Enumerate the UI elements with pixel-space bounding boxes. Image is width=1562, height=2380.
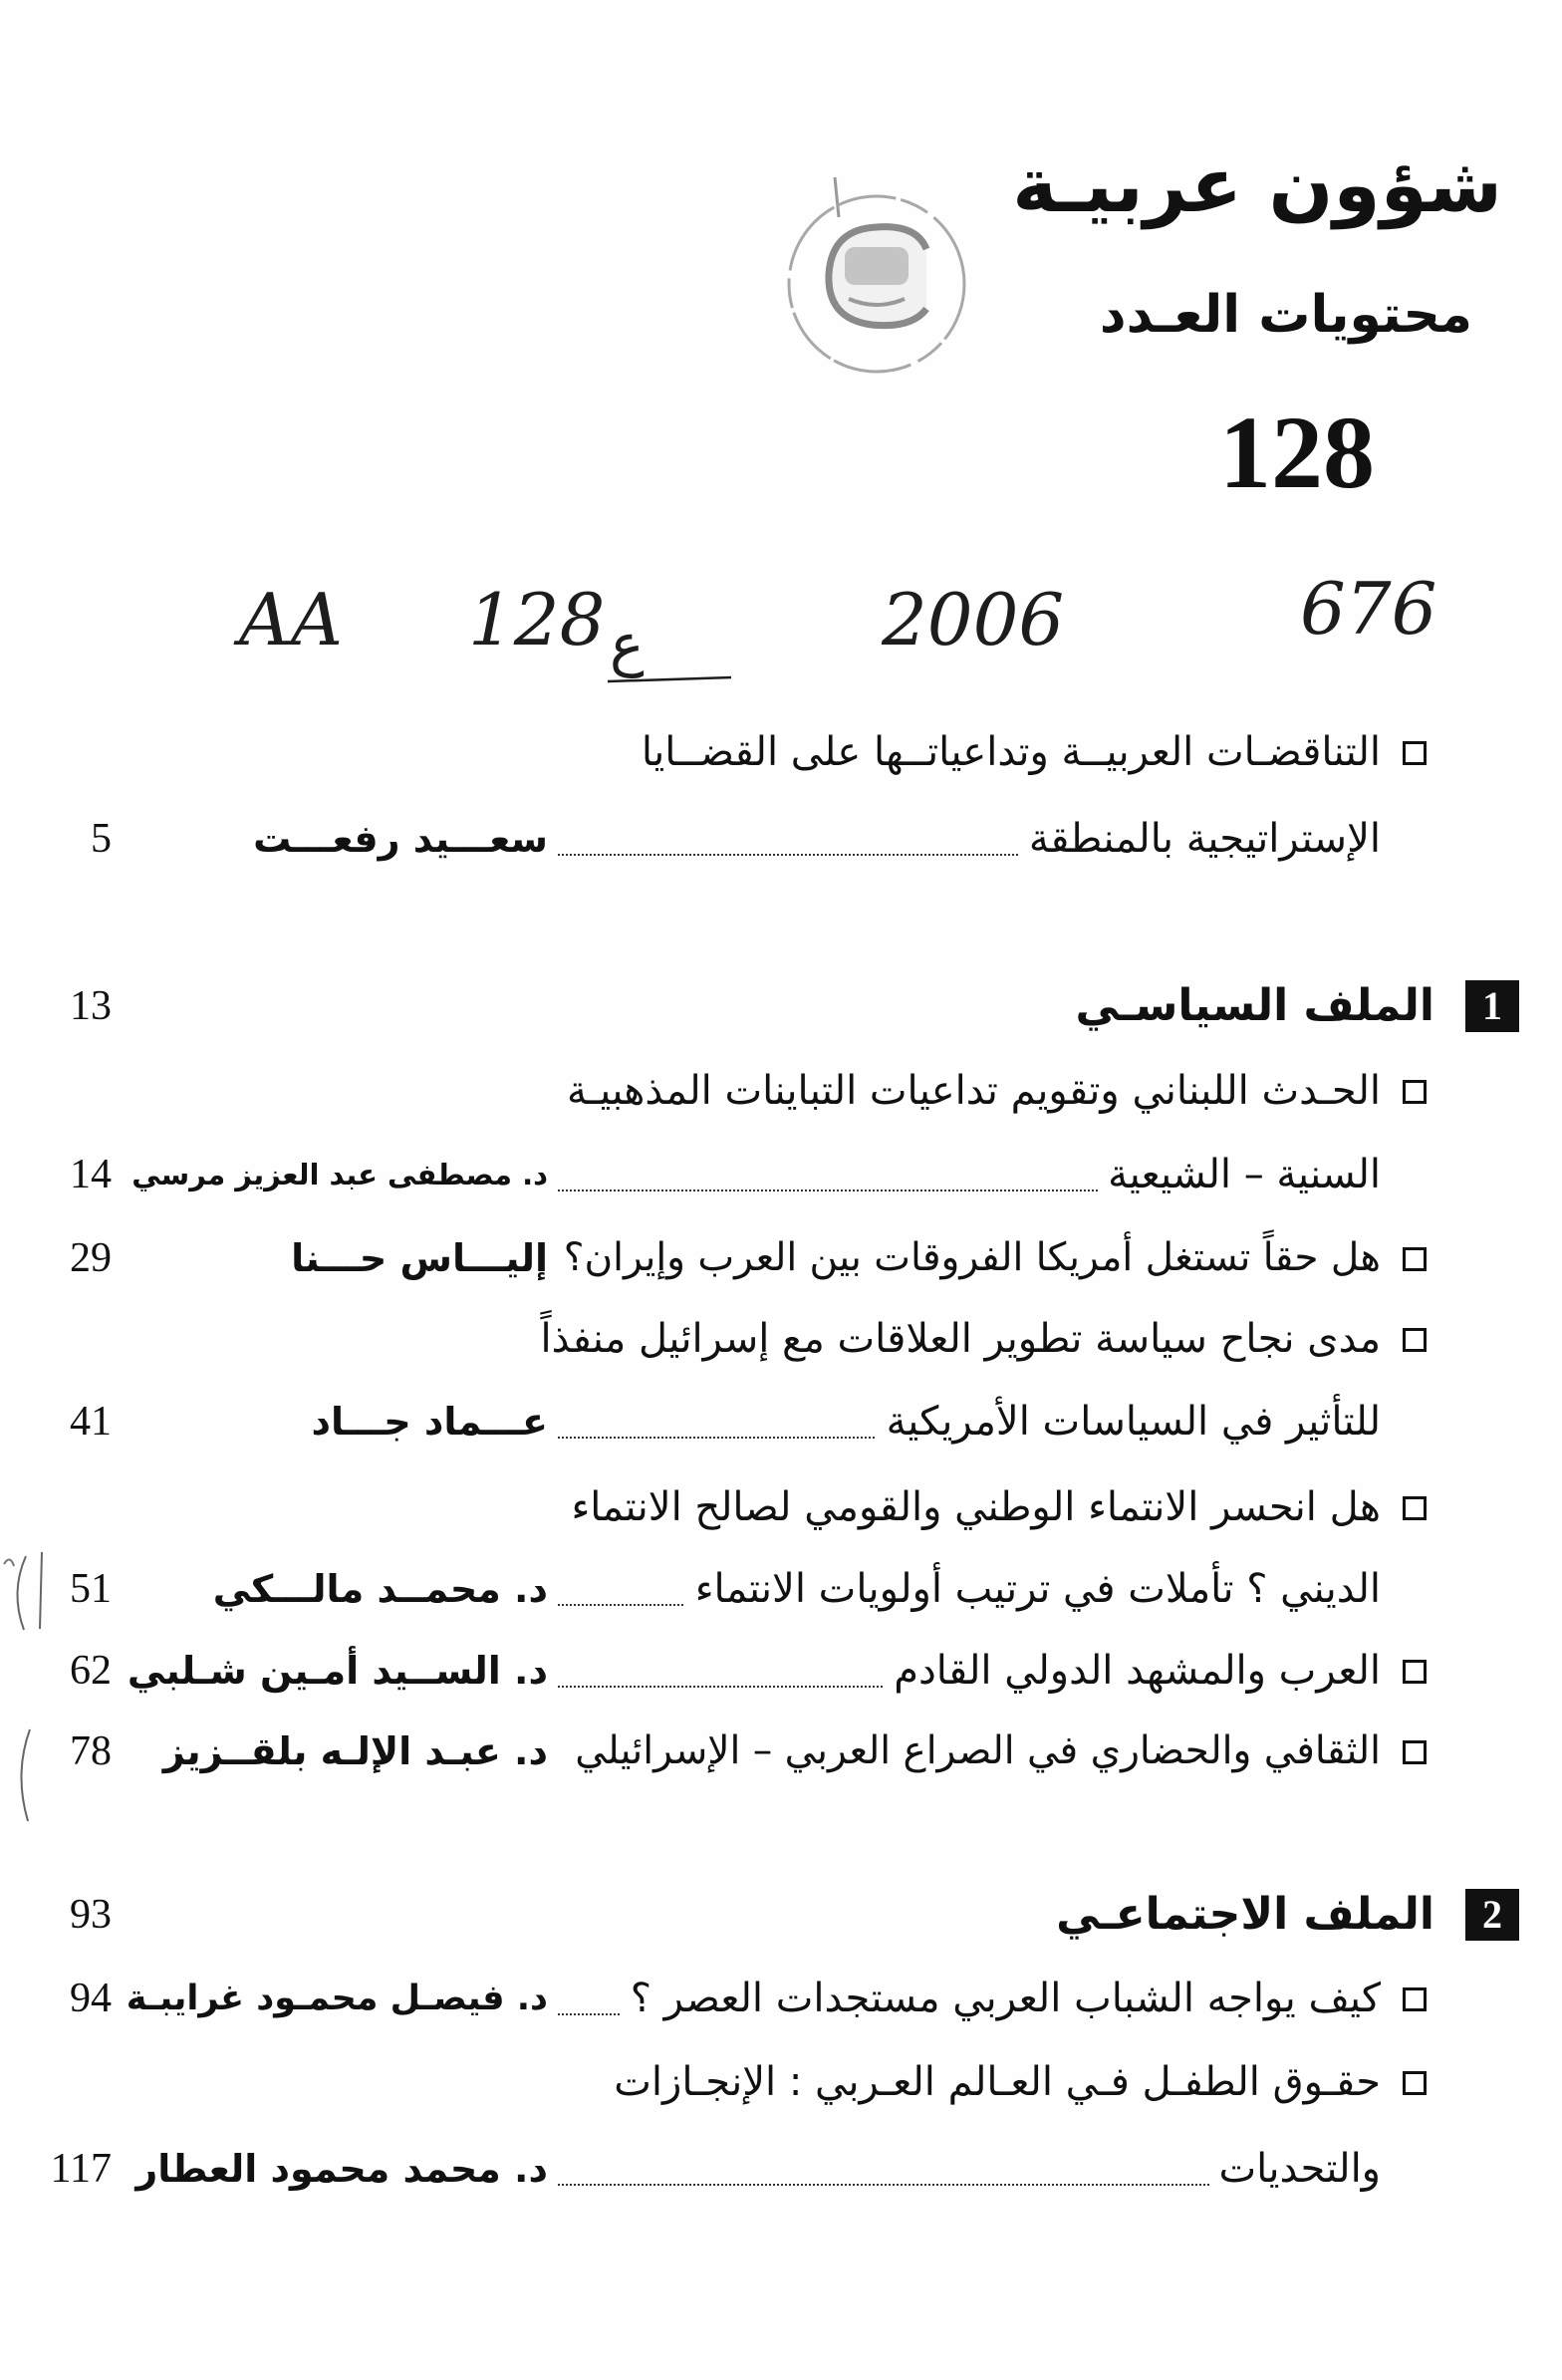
toc-entry-line (0, 1223, 1562, 1293)
section-header (0, 1880, 1562, 1950)
square-bullet-icon (1403, 1080, 1427, 1104)
section-title: الملف الاجتماعـي (1056, 1889, 1434, 1940)
square-bullet-icon (1403, 1247, 1427, 1271)
entry-title: الديني ؟ تأملات في ترتيب أولويات الانتماء (685, 1554, 1381, 1624)
entry-title: حقـوق الطفـل فـي العـالم العـربي : الإنجـازات (604, 2047, 1381, 2117)
entry-author: د. محمــد مالـــكي (212, 1567, 548, 1611)
entry-page-number: 41 (70, 1399, 112, 1445)
entry-title: كيف يواجه الشباب العربي مستجدات العصر ؟ (621, 1964, 1381, 2033)
entry-title: العرب والمشهد الدولي القادم (884, 1636, 1381, 1706)
entry-page-number: 117 (50, 2146, 112, 2192)
toc-entry-line (0, 1304, 1562, 1374)
entry-author: عـــماد جـــاد (311, 1400, 548, 1444)
entry-page-number: 62 (70, 1648, 112, 1694)
entry-author: د. فيصـل محمـود غرايبـة (126, 1979, 548, 2018)
entry-author: د. محمد محمود العطار (135, 2147, 548, 2191)
entry-title: الإستراتيجية بالمنطقة (1019, 804, 1381, 874)
toc-entry-line (0, 1472, 1562, 1542)
entry-page-number: 14 (70, 1152, 112, 1197)
entry-author: سعـــيد رفعـــت (253, 817, 548, 861)
toc-entry-line (0, 2047, 1562, 2117)
section-number-badge: 1 (1465, 980, 1519, 1032)
toc-entry-line (0, 1554, 1562, 1624)
entry-page-number: 94 (70, 1976, 112, 2021)
square-bullet-icon (1403, 1660, 1427, 1684)
handwritten-issue: 128 (468, 578, 606, 661)
handwritten-number: 676 (1300, 567, 1437, 651)
handwritten-year: 2006 (882, 578, 1065, 661)
entry-title: السنية – الشيعية (1098, 1140, 1381, 1209)
entry-author: د. الســيد أمـين شـلبي (127, 1649, 548, 1693)
entry-page-number: 78 (70, 1728, 112, 1774)
handwritten-letter: ع (610, 611, 645, 678)
toc-entry-line (0, 1056, 1562, 1126)
entry-title: الحـدث اللبناني وتقويم تداعيات التباينات المذهبيـة (557, 1056, 1381, 1126)
section-title: الملف السياسـي (1075, 980, 1434, 1031)
toc-entry-line (0, 1636, 1562, 1706)
entry-title: الثقافي والحضاري في الصراع العربي – الإسرائيلي (565, 1717, 1381, 1786)
entry-title: التناقضـات العربيــة وتداعياتــها على القضــايا (632, 717, 1381, 787)
entry-author: د. عبـد الإلـه بلقــزيز (162, 1729, 548, 1773)
square-bullet-icon (1403, 2071, 1427, 2095)
square-bullet-icon (1403, 741, 1427, 765)
toc-entry-line (0, 1964, 1562, 2033)
entry-title: مدى نجاح سياسة تطوير العلاقات مع إسرائيل منفذاً (530, 1304, 1381, 1374)
handwritten-stroke-icon (598, 648, 737, 697)
entry-author: د. مصطفى عبد العزيز مرسي (131, 1158, 548, 1191)
library-stamp-icon (777, 169, 976, 394)
journal-title: شؤون عربيـة (1012, 140, 1502, 229)
toc-entry-line (0, 717, 1562, 787)
entry-title: هل حقاً تستغل أمريكا الفروقات بين العرب وإيران؟ (554, 1223, 1381, 1293)
square-bullet-icon (1403, 1987, 1427, 2011)
entry-page-number: 29 (70, 1235, 112, 1281)
square-bullet-icon (1403, 1496, 1427, 1520)
entry-page-number: 51 (70, 1566, 112, 1612)
entry-title: والتحديات (1209, 2134, 1381, 2204)
section-header (0, 971, 1562, 1041)
issue-number: 128 (1219, 396, 1375, 510)
section-page-number: 93 (70, 1892, 112, 1938)
entry-title: هل انحسر الانتماء الوطني والقومي لصالح الانتماء (561, 1472, 1381, 1542)
toc-entry-line (0, 804, 1562, 874)
entry-title: للتأثير في السياسات الأمريكية (877, 1387, 1381, 1456)
entry-author: إليـــاس حـــنا (291, 1236, 548, 1280)
section-page-number: 13 (70, 983, 112, 1029)
toc-entry-line (0, 1140, 1562, 1209)
entry-page-number: 5 (91, 816, 112, 862)
toc-entry-line (0, 2134, 1562, 2204)
toc-entry-line (0, 1717, 1562, 1786)
square-bullet-icon (1403, 1740, 1427, 1764)
square-bullet-icon (1403, 1328, 1427, 1352)
contents-label: محتويات العـدد (1099, 285, 1472, 345)
handwritten-code: AA (239, 578, 343, 661)
section-number-badge: 2 (1465, 1889, 1519, 1941)
pencil-margin-mark-icon (0, 1534, 70, 1833)
toc-entry-line (0, 1387, 1562, 1456)
